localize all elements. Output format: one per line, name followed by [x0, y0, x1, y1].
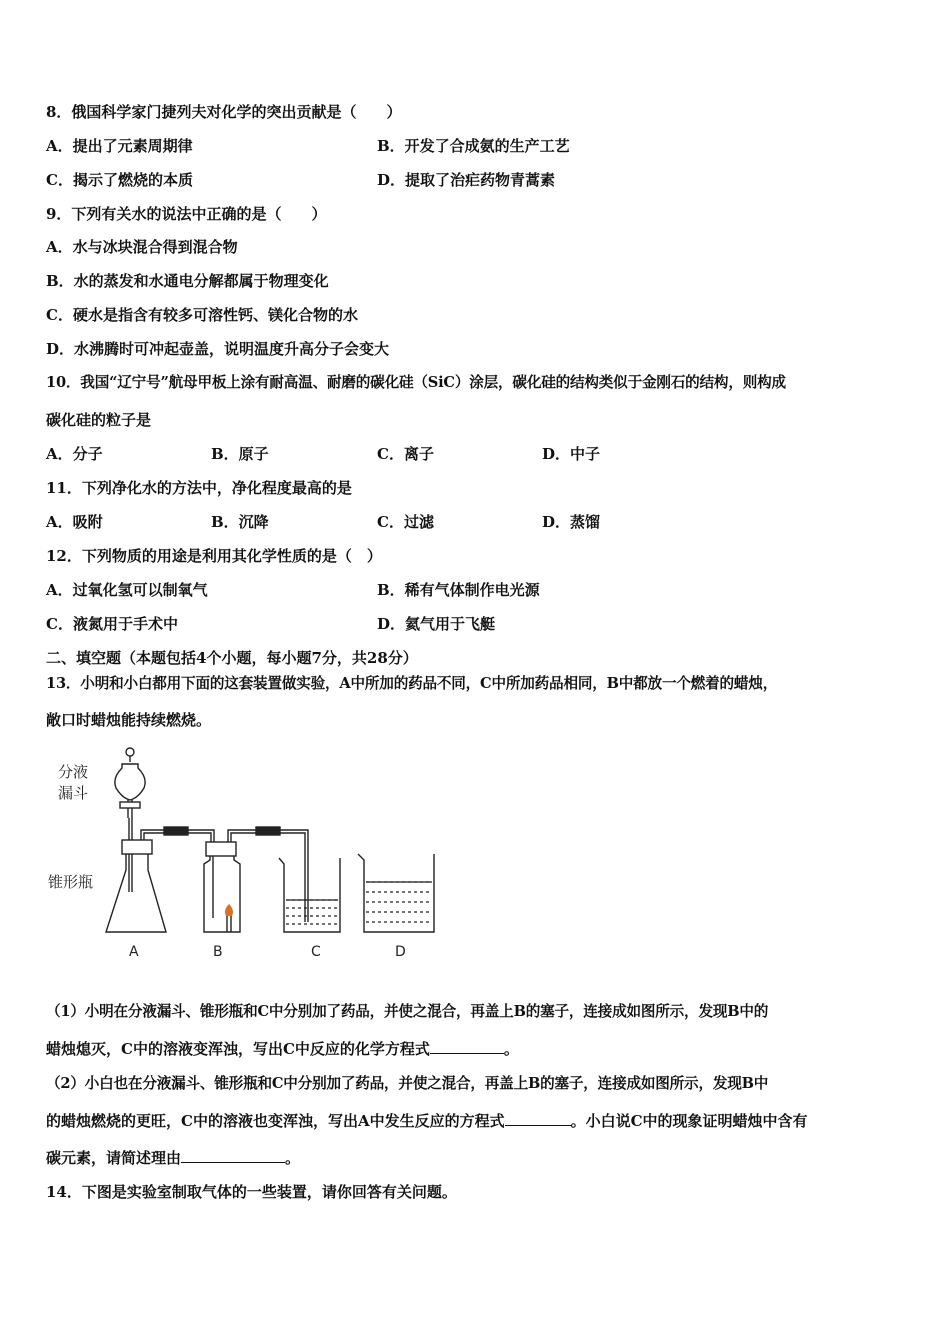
label-b: B: [213, 944, 223, 960]
label-a: A: [129, 944, 139, 960]
q13-stem-line2: 敞口时蜡烛能持续燃烧。: [46, 711, 212, 729]
q10-stem-line2: 碳化硅的粒子是: [46, 411, 152, 429]
label-funnel-1: 分液: [58, 763, 89, 781]
q12-stem: 12．下列物质的用途是利用其化学性质的是（ ）: [46, 547, 382, 565]
q8-option-d: D．提取了治疟药物青蒿素: [377, 171, 556, 189]
q10-option-c: C．离子: [377, 445, 434, 463]
label-flask: 锥形瓶: [48, 873, 94, 891]
q12-option-a: A．过氧化氢可以制氧气: [46, 581, 208, 599]
q11-option-b: B．沉降: [211, 513, 269, 531]
apparatus-figure: [46, 740, 446, 965]
connector-bc: [256, 827, 280, 835]
q8-option-c: C．揭示了燃烧的本质: [46, 171, 193, 189]
q13-stem-line1: 13．小明和小白都用下面的这套装置做实验，A中所加的药品不同，C中所加药品相同，B中都放一个燃着的蜡烛，: [46, 675, 778, 692]
liquid-d: [366, 882, 432, 922]
q11-option-a: A．吸附: [46, 513, 103, 531]
q9-option-b: B．水的蒸发和水通电分解都属于物理变化: [46, 272, 329, 290]
q11-option-d: D．蒸馏: [542, 513, 601, 531]
q10-option-b: B．原子: [211, 445, 269, 463]
q13-part2-line1: （2）小白也在分液漏斗、锥形瓶和C中分别加了药品，并使之混合，再盖上B的塞子，连接成如图所示，发现B中: [46, 1075, 769, 1092]
funnel-stopcock: [120, 802, 140, 808]
bottle-b-body: [204, 856, 240, 932]
answer-blank-2[interactable]: [505, 1111, 571, 1126]
q8-option-a: A．提出了元素周期律: [46, 137, 193, 155]
q10-stem-line1: 10．我国“辽宁号”航母甲板上涂有耐高温、耐磨的碳化硅（SiC）涂层，碳化硅的结构类似于金刚石的结构，则构成: [46, 374, 786, 391]
flask-a-body: [106, 854, 166, 932]
q11-option-c: C．过滤: [377, 513, 434, 531]
q14-stem: 14．下图是实验室制取气体的一些装置，请你回答有关问题。: [46, 1183, 457, 1201]
label-funnel-2: 漏斗: [58, 784, 89, 802]
q12-option-d: D．氦气用于飞艇: [377, 615, 496, 633]
q13-part2-line3: 碳元素，请简述理由 。: [46, 1149, 301, 1167]
q10-option-a: A．分子: [46, 445, 103, 463]
q9-stem: 9．下列有关水的说法中正确的是（ ）: [46, 205, 327, 223]
q12-option-b: B．稀有气体制作电光源: [377, 581, 540, 599]
q10-option-d: D．中子: [542, 445, 601, 463]
funnel-stopper-knob: [126, 748, 134, 756]
flame-icon: [225, 904, 233, 916]
beaker-d: [358, 854, 434, 932]
q9-option-c: C．硬水是指含有较多可溶性钙、镁化合物的水: [46, 306, 358, 324]
flask-a-stopper: [122, 840, 152, 854]
bottle-b-stopper: [206, 842, 236, 856]
label-d: D: [395, 944, 406, 960]
answer-blank-3[interactable]: [181, 1148, 285, 1163]
funnel-bulb: [115, 764, 145, 800]
candle: [227, 916, 231, 932]
q8-stem: 8．俄国科学家门捷列夫对化学的突出贡献是（ ）: [46, 103, 402, 121]
connector-ab: [164, 827, 188, 835]
liquid-c: [286, 900, 338, 924]
q8-option-b: B．开发了合成氨的生产工艺: [377, 137, 570, 155]
answer-blank-1[interactable]: [430, 1039, 504, 1054]
beaker-c: [279, 858, 340, 932]
q9-option-d: D．水沸腾时可冲起壶盖，说明温度升高分子会变大: [46, 340, 390, 358]
q12-option-c: C．液氮用于手术中: [46, 615, 178, 633]
q13-part1-text: 蜡烛熄灭，C中的溶液变浑浊，写出C中反应的化学方程式: [46, 1040, 430, 1058]
q9-option-a: A．水与冰块混合得到混合物: [46, 238, 238, 256]
q13-part1-line1: （1）小明在分液漏斗、锥形瓶和C中分别加了药品，并使之混合，再盖上B的塞子，连接成如图所示，发现B中的: [46, 1003, 769, 1020]
section-heading: 二、填空题（本题包括4个小题，每小题7分，共28分）: [46, 649, 418, 667]
q11-stem: 11．下列净化水的方法中，净化程度最高的是: [46, 479, 352, 497]
label-c: C: [311, 944, 321, 960]
q13-part2-line2: 的蜡烛燃烧的更旺，C中的溶液也变浑浊，写出A中发生反应的方程式 。小白说C中的现象证明蜡烛中含有: [46, 1112, 808, 1130]
q13-part1-line2: 蜡烛熄灭，C中的溶液变浑浊，写出C中反应的化学方程式 。: [46, 1040, 519, 1058]
